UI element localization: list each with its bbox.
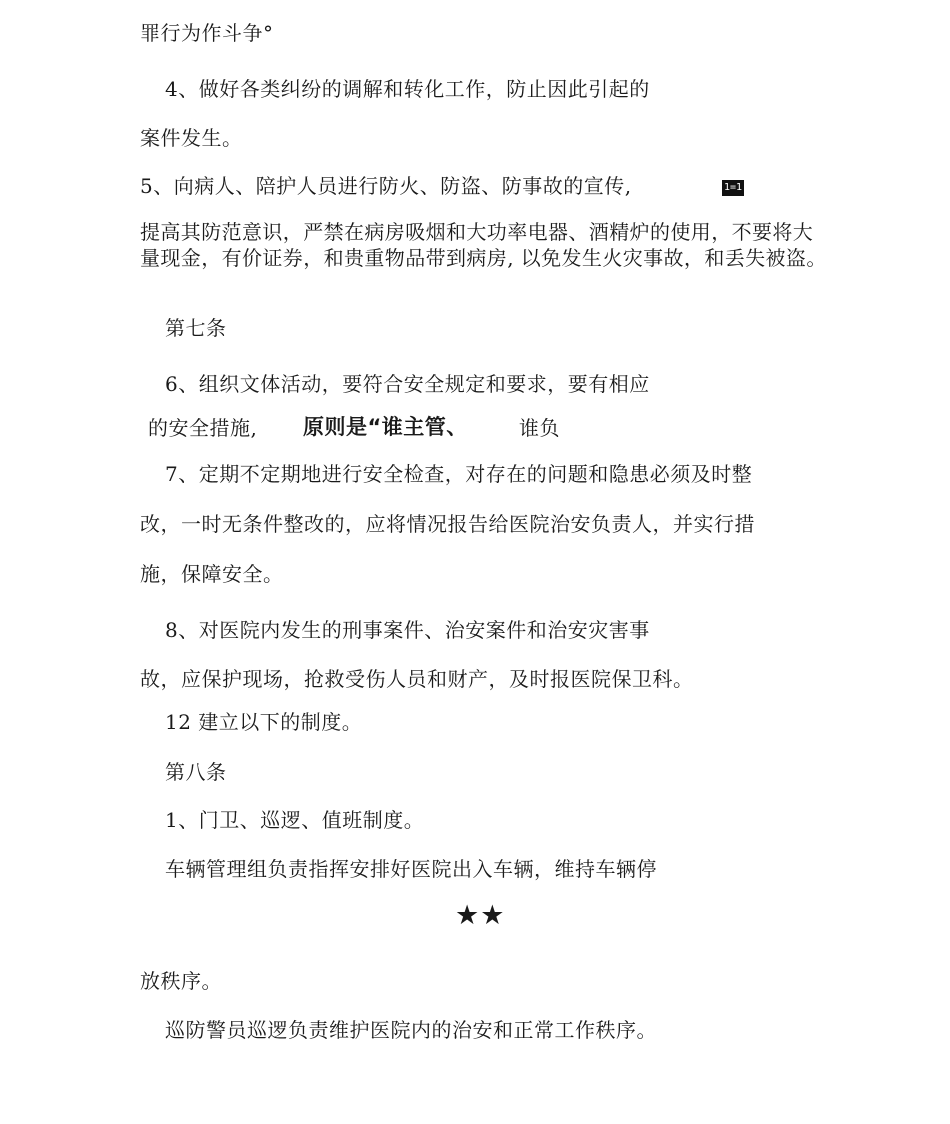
text-line-7a: 的安全措施, xyxy=(148,416,258,440)
text-bold-principle: 原则是“谁主管、 xyxy=(303,415,468,439)
text-line-13: 12 建立以下的制度。 xyxy=(165,710,363,734)
star-icon: ★★ xyxy=(455,900,506,931)
text-line-8: 7、定期不定期地进行安全检查，对存在的问题和隐患必须及时整 xyxy=(165,462,753,486)
text-line-7c: 谁负 xyxy=(519,416,560,440)
article-heading-8: 第八条 xyxy=(165,760,227,784)
article-heading-7: 第七条 xyxy=(165,316,227,340)
inline-mark-icon: 1=1 xyxy=(722,180,744,196)
text-line-6: 6、组织文体活动，要符合安全规定和要求，要有相应 xyxy=(165,372,650,396)
text-line-4: 5、向病人、陪护人员进行防火、防盗、防事故的宣传, xyxy=(140,174,632,198)
text-line-15: 车辆管理组负责指挥安排好医院出入车辆，维持车辆停 xyxy=(165,857,657,881)
text-line-10: 施，保障安全。 xyxy=(140,562,284,586)
text-line-2: 4、做好各类纠纷的调解和转化工作，防止因此引起的 xyxy=(165,77,650,101)
text-paragraph-5: 提高其防范意识，严禁在病房吸烟和大功率电器、酒精炉的使用，不要将大量现金，有价证券，和贵重物品带到病房, 以免发生火灾事故，和丢失被盗。 xyxy=(140,220,827,270)
text-line-14: 1、门卫、巡逻、值班制度。 xyxy=(165,808,425,832)
text-line-11: 8、对医院内发生的刑事案件、治安案件和治安灾害事 xyxy=(165,618,650,642)
text-line-3: 案件发生。 xyxy=(140,126,243,150)
text-line-9: 改，一时无条件整改的，应将情况报告给医院治安负责人，并实行措 xyxy=(140,512,755,536)
text-line-12: 故，应保护现场，抢救受伤人员和财产，及时报医院保卫科。 xyxy=(140,667,694,691)
text-line-16: 放秩序。 xyxy=(140,969,222,993)
text-line-17: 巡防警员巡逻负责维护医院内的治安和正常工作秩序。 xyxy=(165,1018,657,1042)
text-line-1: 罪行为作斗争° xyxy=(140,21,274,45)
